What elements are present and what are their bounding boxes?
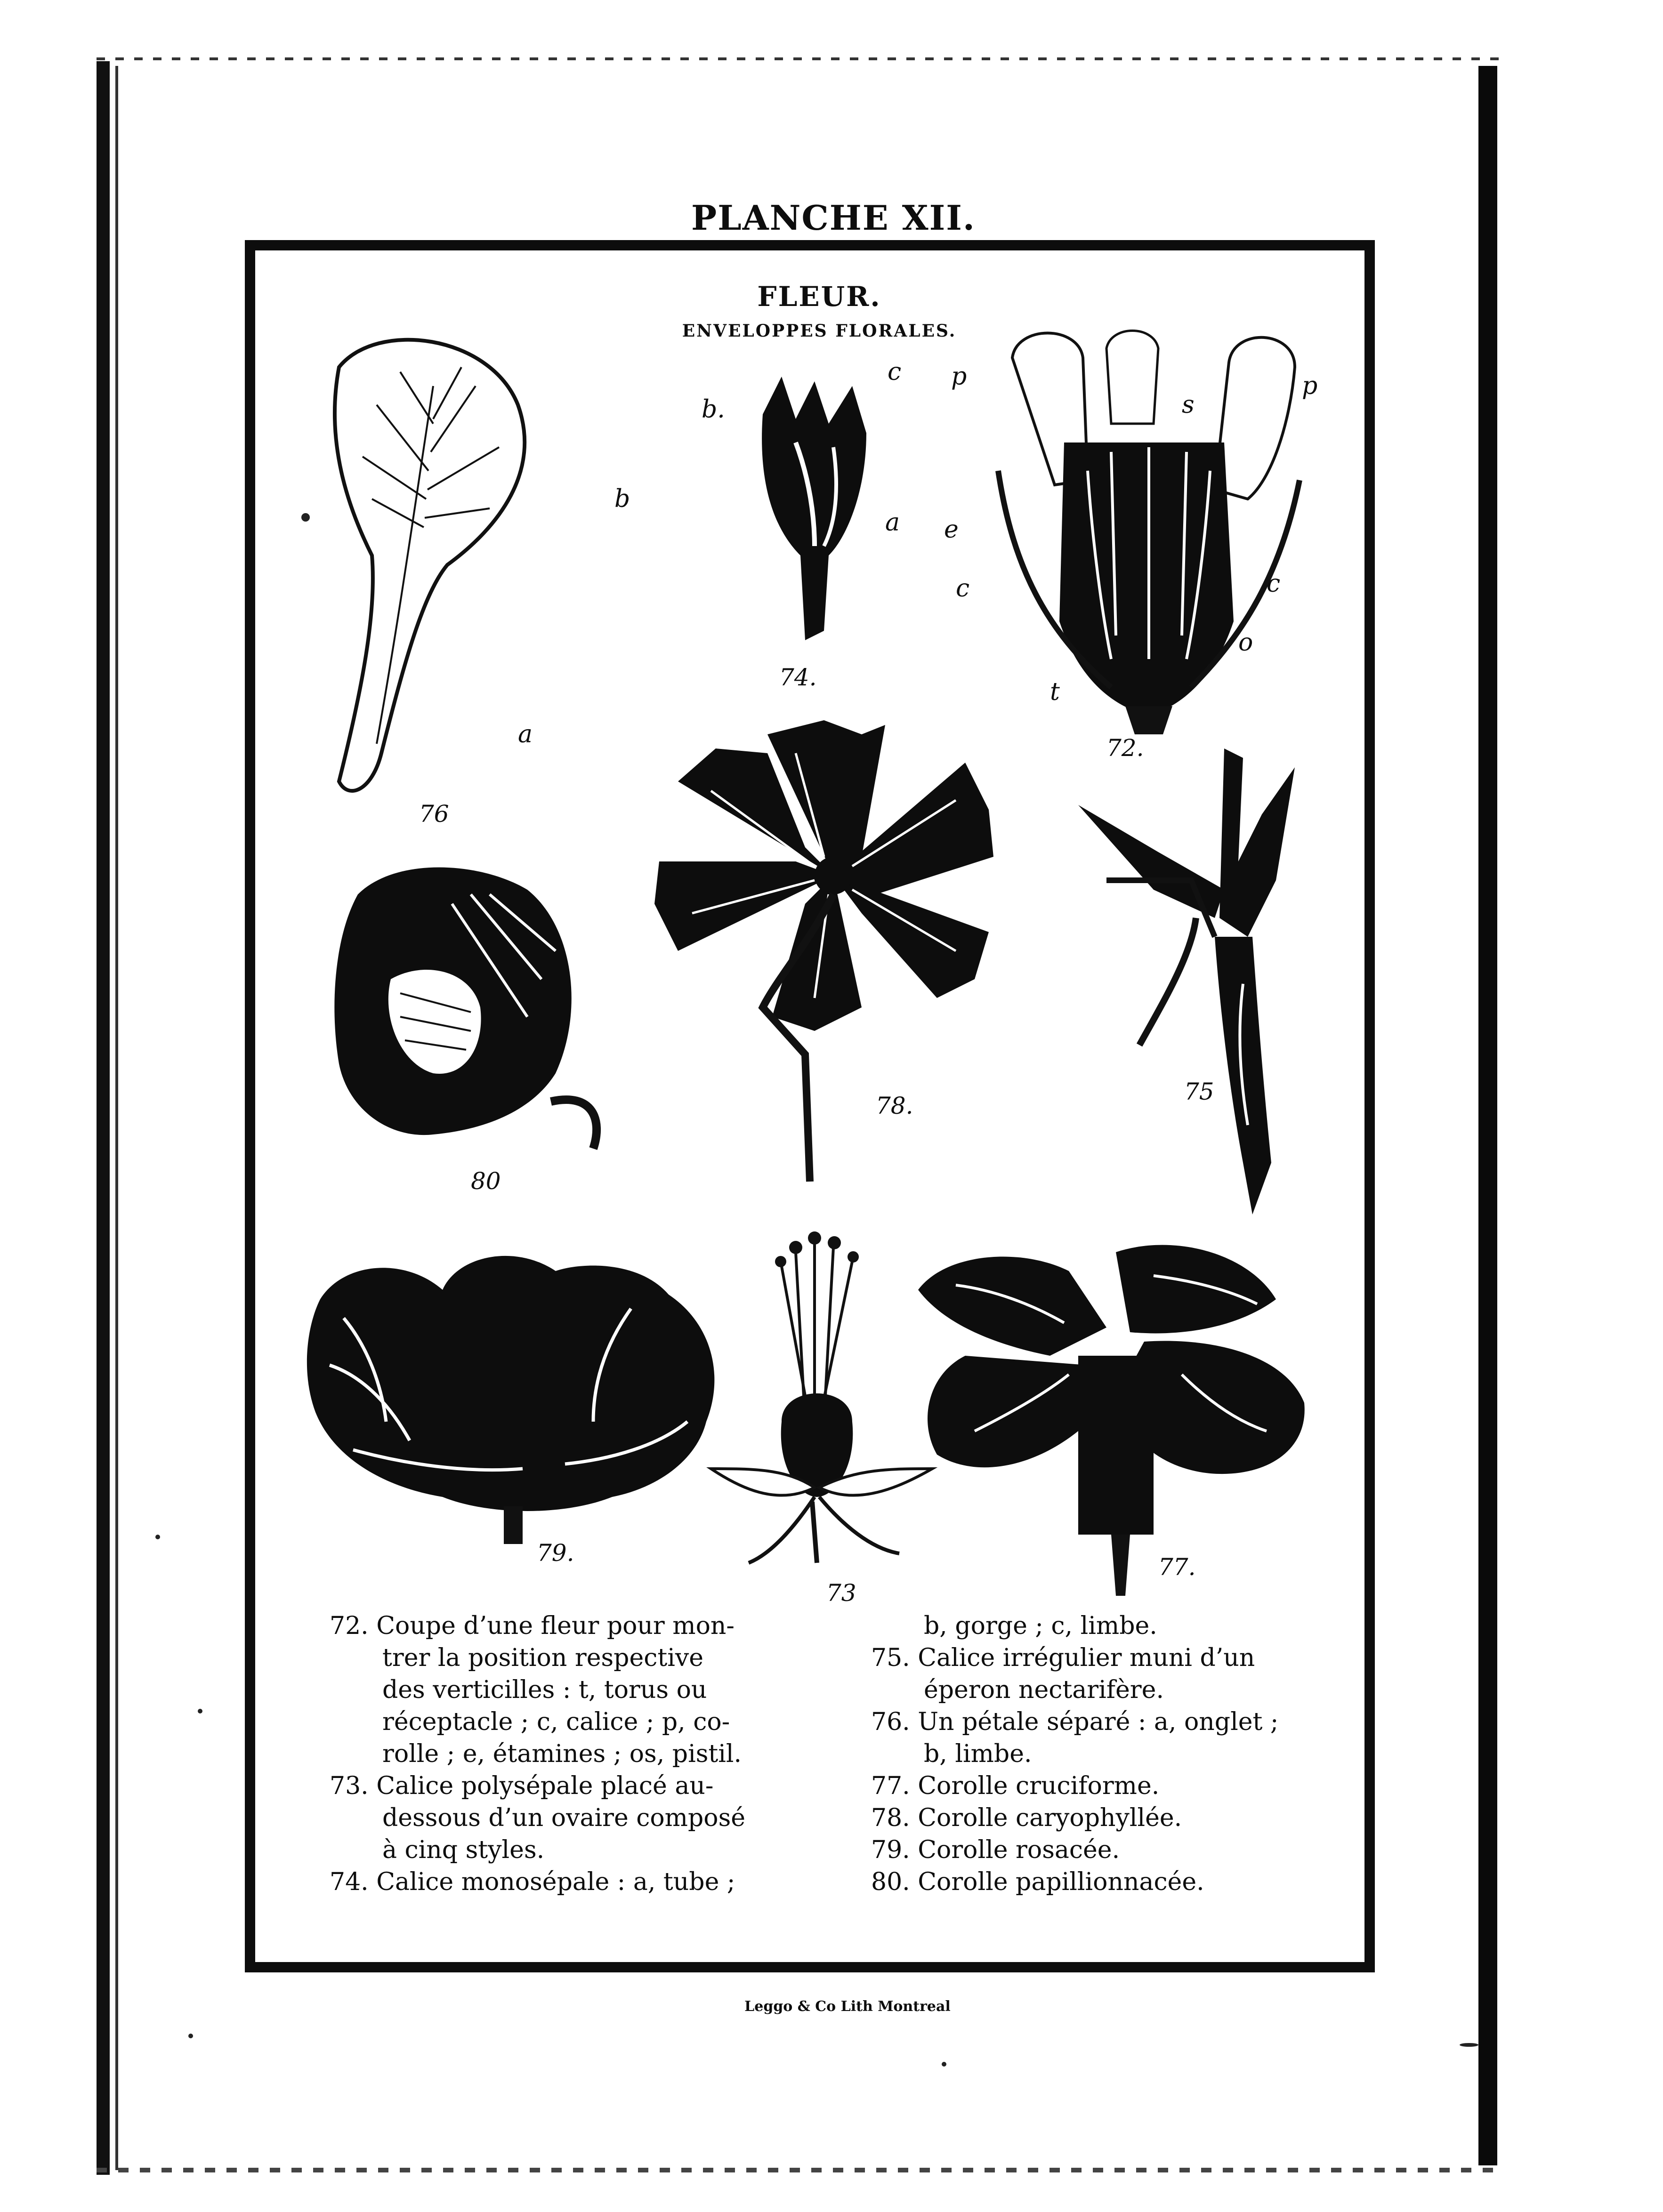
left-binding-line	[115, 66, 118, 2170]
caption-line: à cinq styles.	[382, 1836, 545, 1864]
caption-line: 75. Calice irrégulier muni d’un	[871, 1644, 1255, 1672]
caption-column-left	[330, 1610, 745, 1898]
fig72-label-t: t	[1050, 678, 1060, 706]
figure-77-cruciform	[909, 1233, 1323, 1601]
fig74-label-b: b.	[702, 395, 725, 424]
fig78-number: 78.	[876, 1092, 913, 1119]
fig72-label-e: e	[944, 515, 959, 544]
fig80-number: 80	[471, 1167, 501, 1195]
figure-78-carnation	[607, 716, 1069, 1186]
lithographer-imprint: Leggo & Co Lith Montreal	[744, 1998, 951, 2015]
caption-line: éperon nectarifère.	[924, 1676, 1164, 1704]
caption-line: 73. Calice polysépale placé au-	[330, 1772, 714, 1800]
fig73-number: 73	[826, 1579, 856, 1607]
fig79-number: 79.	[537, 1539, 574, 1567]
caption-line: 78. Corolle caryophyllée.	[871, 1804, 1182, 1832]
caption-line: b, gorge ; c, limbe.	[924, 1612, 1157, 1640]
caption-line: trer la position respective	[382, 1644, 704, 1672]
caption-column-right	[871, 1610, 1278, 1898]
figure-79-rosaceous	[301, 1243, 735, 1563]
plate-heading: FLEUR.	[757, 281, 881, 313]
figure-74-calyx	[744, 367, 885, 659]
plate-subheading: ENVELOPPES FLORALES.	[682, 321, 957, 341]
fig77-number: 77.	[1158, 1553, 1196, 1581]
left-binding-edge	[97, 61, 110, 2175]
caption-line: 79. Corolle rosacée.	[871, 1836, 1120, 1864]
caption-line: b, limbe.	[924, 1740, 1032, 1768]
caption-line: 74. Calice monosépale : a, tube ;	[330, 1868, 735, 1896]
caption-line: des verticilles : t, torus ou	[382, 1676, 707, 1704]
fig76-label-b: b	[614, 485, 630, 513]
figure-75-spurred-calyx	[1074, 739, 1318, 1229]
fig72-label-c-right: c	[1267, 570, 1281, 598]
fig74-number: 74.	[779, 664, 817, 691]
fig72-label-p-right: p	[1302, 372, 1318, 400]
fig75-number: 75	[1184, 1078, 1214, 1105]
caption-line: dessous d’un ovaire composé	[382, 1804, 746, 1832]
fig76-label-a: a	[518, 720, 533, 748]
right-binding-edge	[1478, 66, 1497, 2165]
fig72-label-o: o	[1238, 628, 1253, 657]
figure-72-flower-section	[970, 330, 1337, 753]
top-scan-edge	[97, 57, 1500, 60]
caption-line: rolle ; e, étamines ; os, pistil.	[382, 1740, 742, 1768]
fig76-number: 76	[419, 800, 449, 828]
caption-line: 76. Un pétale séparé : a, onglet ;	[871, 1708, 1279, 1736]
fig74-label-c: c	[888, 358, 902, 386]
caption-line: réceptacle ; c, calice ; p, co-	[382, 1708, 730, 1736]
bottom-scan-edge	[97, 2168, 1504, 2172]
fig72-label-s: s	[1182, 391, 1195, 419]
caption-line: 72. Coupe d’une fleur pour mon-	[330, 1612, 735, 1640]
plate-title: PLANCHE XII.	[691, 198, 976, 238]
caption-line: 77. Corolle cruciforme.	[871, 1772, 1160, 1800]
fig72-number: 72.	[1106, 734, 1144, 762]
figure-80-papilionaceous	[330, 857, 622, 1158]
fig74-label-a: a	[885, 508, 900, 537]
caption-line: 80. Corolle papillionnacée.	[871, 1868, 1204, 1896]
fig72-label-c-left: c	[956, 574, 970, 603]
fig72-label-p-left: p	[951, 362, 967, 391]
figure-76-petal	[320, 330, 603, 847]
